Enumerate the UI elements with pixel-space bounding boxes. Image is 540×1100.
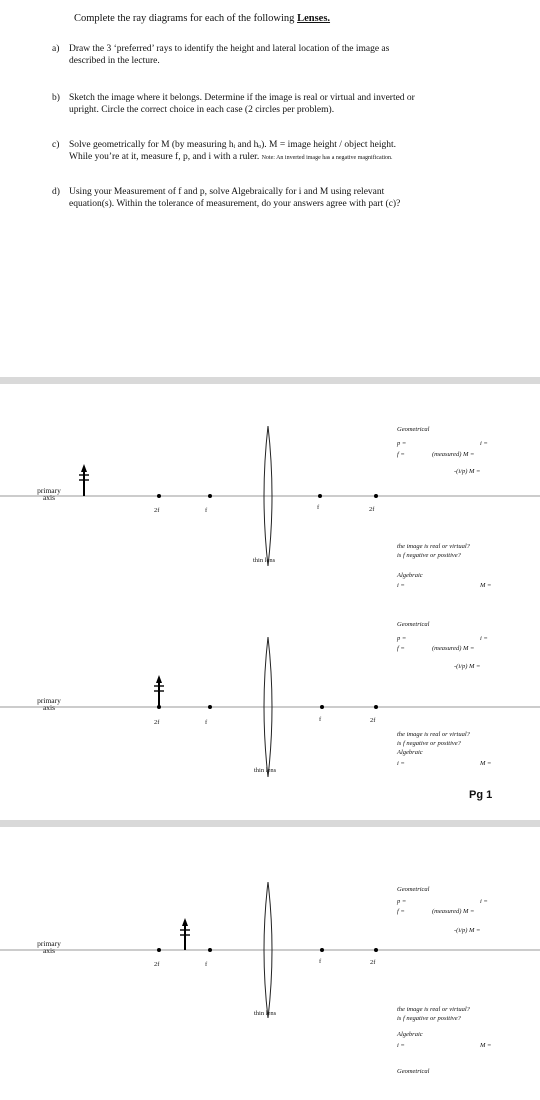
label-2f-right: 2f — [370, 717, 376, 724]
question-b — [52, 92, 522, 116]
section-divider — [0, 820, 540, 827]
label-f-right: f — [319, 716, 322, 723]
label-f-left: f — [205, 507, 208, 514]
question-line: Using your Measurement of f and p, solve Algebraically for i and M using relevant — [69, 187, 385, 197]
ip-m-field[interactable]: -(i/p) M = — [454, 663, 481, 670]
alg-i-field[interactable]: i = — [397, 1042, 405, 1049]
f-field[interactable]: f = — [397, 645, 405, 652]
algebraic-heading: Algebraic — [397, 572, 423, 579]
label-2f-left: 2f — [154, 719, 160, 726]
label-f-right: f — [319, 958, 322, 965]
question-line: upright. Circle the correct choice in each case (2 circles per problem). — [69, 105, 335, 115]
question-a — [52, 43, 522, 67]
alg-i-field[interactable]: i = — [397, 582, 405, 589]
real-virtual-question[interactable]: the image is real or virtual? — [397, 731, 470, 738]
focal-point-f-left — [208, 494, 212, 498]
title-emphasis: Lenses. — [297, 13, 331, 24]
f-sign-question[interactable]: is f negative or positive? — [397, 740, 461, 747]
axis-label-line: primary — [37, 696, 61, 705]
geometrical-heading: Geometrical — [397, 426, 430, 433]
measured-m-field[interactable]: (measured) M = — [432, 451, 475, 458]
label-2f-left: 2f — [154, 961, 160, 968]
focal-point-2f-left — [157, 705, 161, 709]
i-field[interactable]: i = — [480, 440, 488, 447]
page-title — [74, 13, 330, 24]
ray-diagram-2 — [0, 615, 540, 845]
f-sign-question[interactable]: is f negative or positive? — [397, 1015, 461, 1022]
object-arrowhead — [156, 675, 162, 683]
axis-label-line: axis — [42, 946, 56, 955]
question-c — [52, 139, 522, 164]
lens-label: thin lens — [253, 557, 276, 564]
question-line: equation(s). Within the tolerance of measurement, do your answers agree with part (c)? — [69, 199, 401, 209]
axis-label-line: primary — [37, 939, 61, 948]
alg-m-field[interactable]: M = — [480, 582, 492, 589]
alg-m-field[interactable]: M = — [480, 1042, 492, 1049]
axis-label-line: axis — [42, 703, 56, 712]
label-f-left: f — [205, 961, 208, 968]
lens-label: thin lens — [254, 1010, 277, 1017]
label-f-right: f — [317, 504, 320, 511]
geometrical-heading: Geometrical — [397, 886, 430, 893]
algebraic-heading: Algebraic — [397, 1031, 423, 1038]
p-field[interactable]: p = — [397, 898, 407, 905]
geometrical-heading: Geometrical — [397, 621, 430, 628]
f-field[interactable]: f = — [397, 451, 405, 458]
focal-point-2f-left — [157, 948, 161, 952]
focal-point-f-left — [208, 948, 212, 952]
label-2f-left: 2f — [154, 507, 160, 514]
p-field[interactable]: p = — [397, 635, 407, 642]
measured-m-field[interactable]: (measured) M = — [432, 908, 475, 915]
title-text: Complete the ray diagrams for each of the following — [74, 13, 295, 24]
object-arrowhead — [81, 464, 87, 472]
axis-label — [28, 487, 70, 501]
object-arrowhead — [182, 918, 188, 926]
question-note: Note: An inverted image has a negative magnification. — [261, 155, 393, 161]
ray-diagram-3 — [0, 870, 540, 1100]
focal-point-f-right — [320, 705, 324, 709]
real-virtual-question[interactable]: the image is real or virtual? — [397, 543, 470, 550]
i-field[interactable]: i = — [480, 635, 488, 642]
focal-point-2f-right — [374, 705, 378, 709]
question-label: c) — [52, 140, 60, 150]
page-number: Pg 1 — [469, 789, 493, 801]
focal-point-2f-left — [157, 494, 161, 498]
geometrical-heading-partial: Geometrical — [397, 1068, 430, 1075]
f-field[interactable]: f = — [397, 908, 405, 915]
section-divider — [0, 377, 540, 384]
question-line: described in the lecture. — [69, 56, 160, 66]
focal-point-2f-right — [374, 948, 378, 952]
question-line: Draw the 3 ‘preferred’ rays to identify the height and lateral location of the image as — [69, 44, 390, 54]
diagram-canvas[interactable] — [0, 870, 540, 1078]
question-line: While you’re at it, measure f, p, and i with a ruler. — [69, 152, 260, 162]
question-label: d) — [52, 187, 60, 197]
ip-m-field[interactable]: -(i/p) M = — [454, 927, 481, 934]
question-d — [52, 186, 522, 210]
measured-m-field[interactable]: (measured) M = — [432, 645, 475, 652]
question-line: Solve geometrically for M (by measuring hᵢ and hₒ). M = image height / object height. — [69, 140, 397, 150]
focal-point-f-left — [208, 705, 212, 709]
ip-m-field[interactable]: -(i/p) M = — [454, 468, 481, 475]
question-label: b) — [52, 93, 60, 103]
real-virtual-question[interactable]: the image is real or virtual? — [397, 1006, 470, 1013]
question-line: Sketch the image where it belongs. Determine if the image is real or virtual and inverted or — [69, 93, 415, 103]
lens-label: thin lens — [254, 767, 277, 774]
algebraic-heading: Algebraic — [397, 749, 423, 756]
label-2f-right: 2f — [369, 506, 375, 513]
f-sign-question[interactable]: is f negative or positive? — [397, 552, 461, 559]
alg-i-field[interactable]: i = — [397, 760, 405, 767]
label-2f-right: 2f — [370, 959, 376, 966]
question-label: a) — [52, 44, 60, 54]
axis-label — [28, 697, 70, 711]
p-field[interactable]: p = — [397, 440, 407, 447]
i-field[interactable]: i = — [480, 898, 488, 905]
focal-point-f-right — [320, 948, 324, 952]
axis-label — [28, 940, 70, 954]
focal-point-f-right — [318, 494, 322, 498]
focal-point-2f-right — [374, 494, 378, 498]
axis-label-line: primary — [37, 486, 61, 495]
label-f-left: f — [205, 719, 208, 726]
alg-m-field[interactable]: M = — [480, 760, 492, 767]
axis-label-line: axis — [42, 493, 56, 502]
